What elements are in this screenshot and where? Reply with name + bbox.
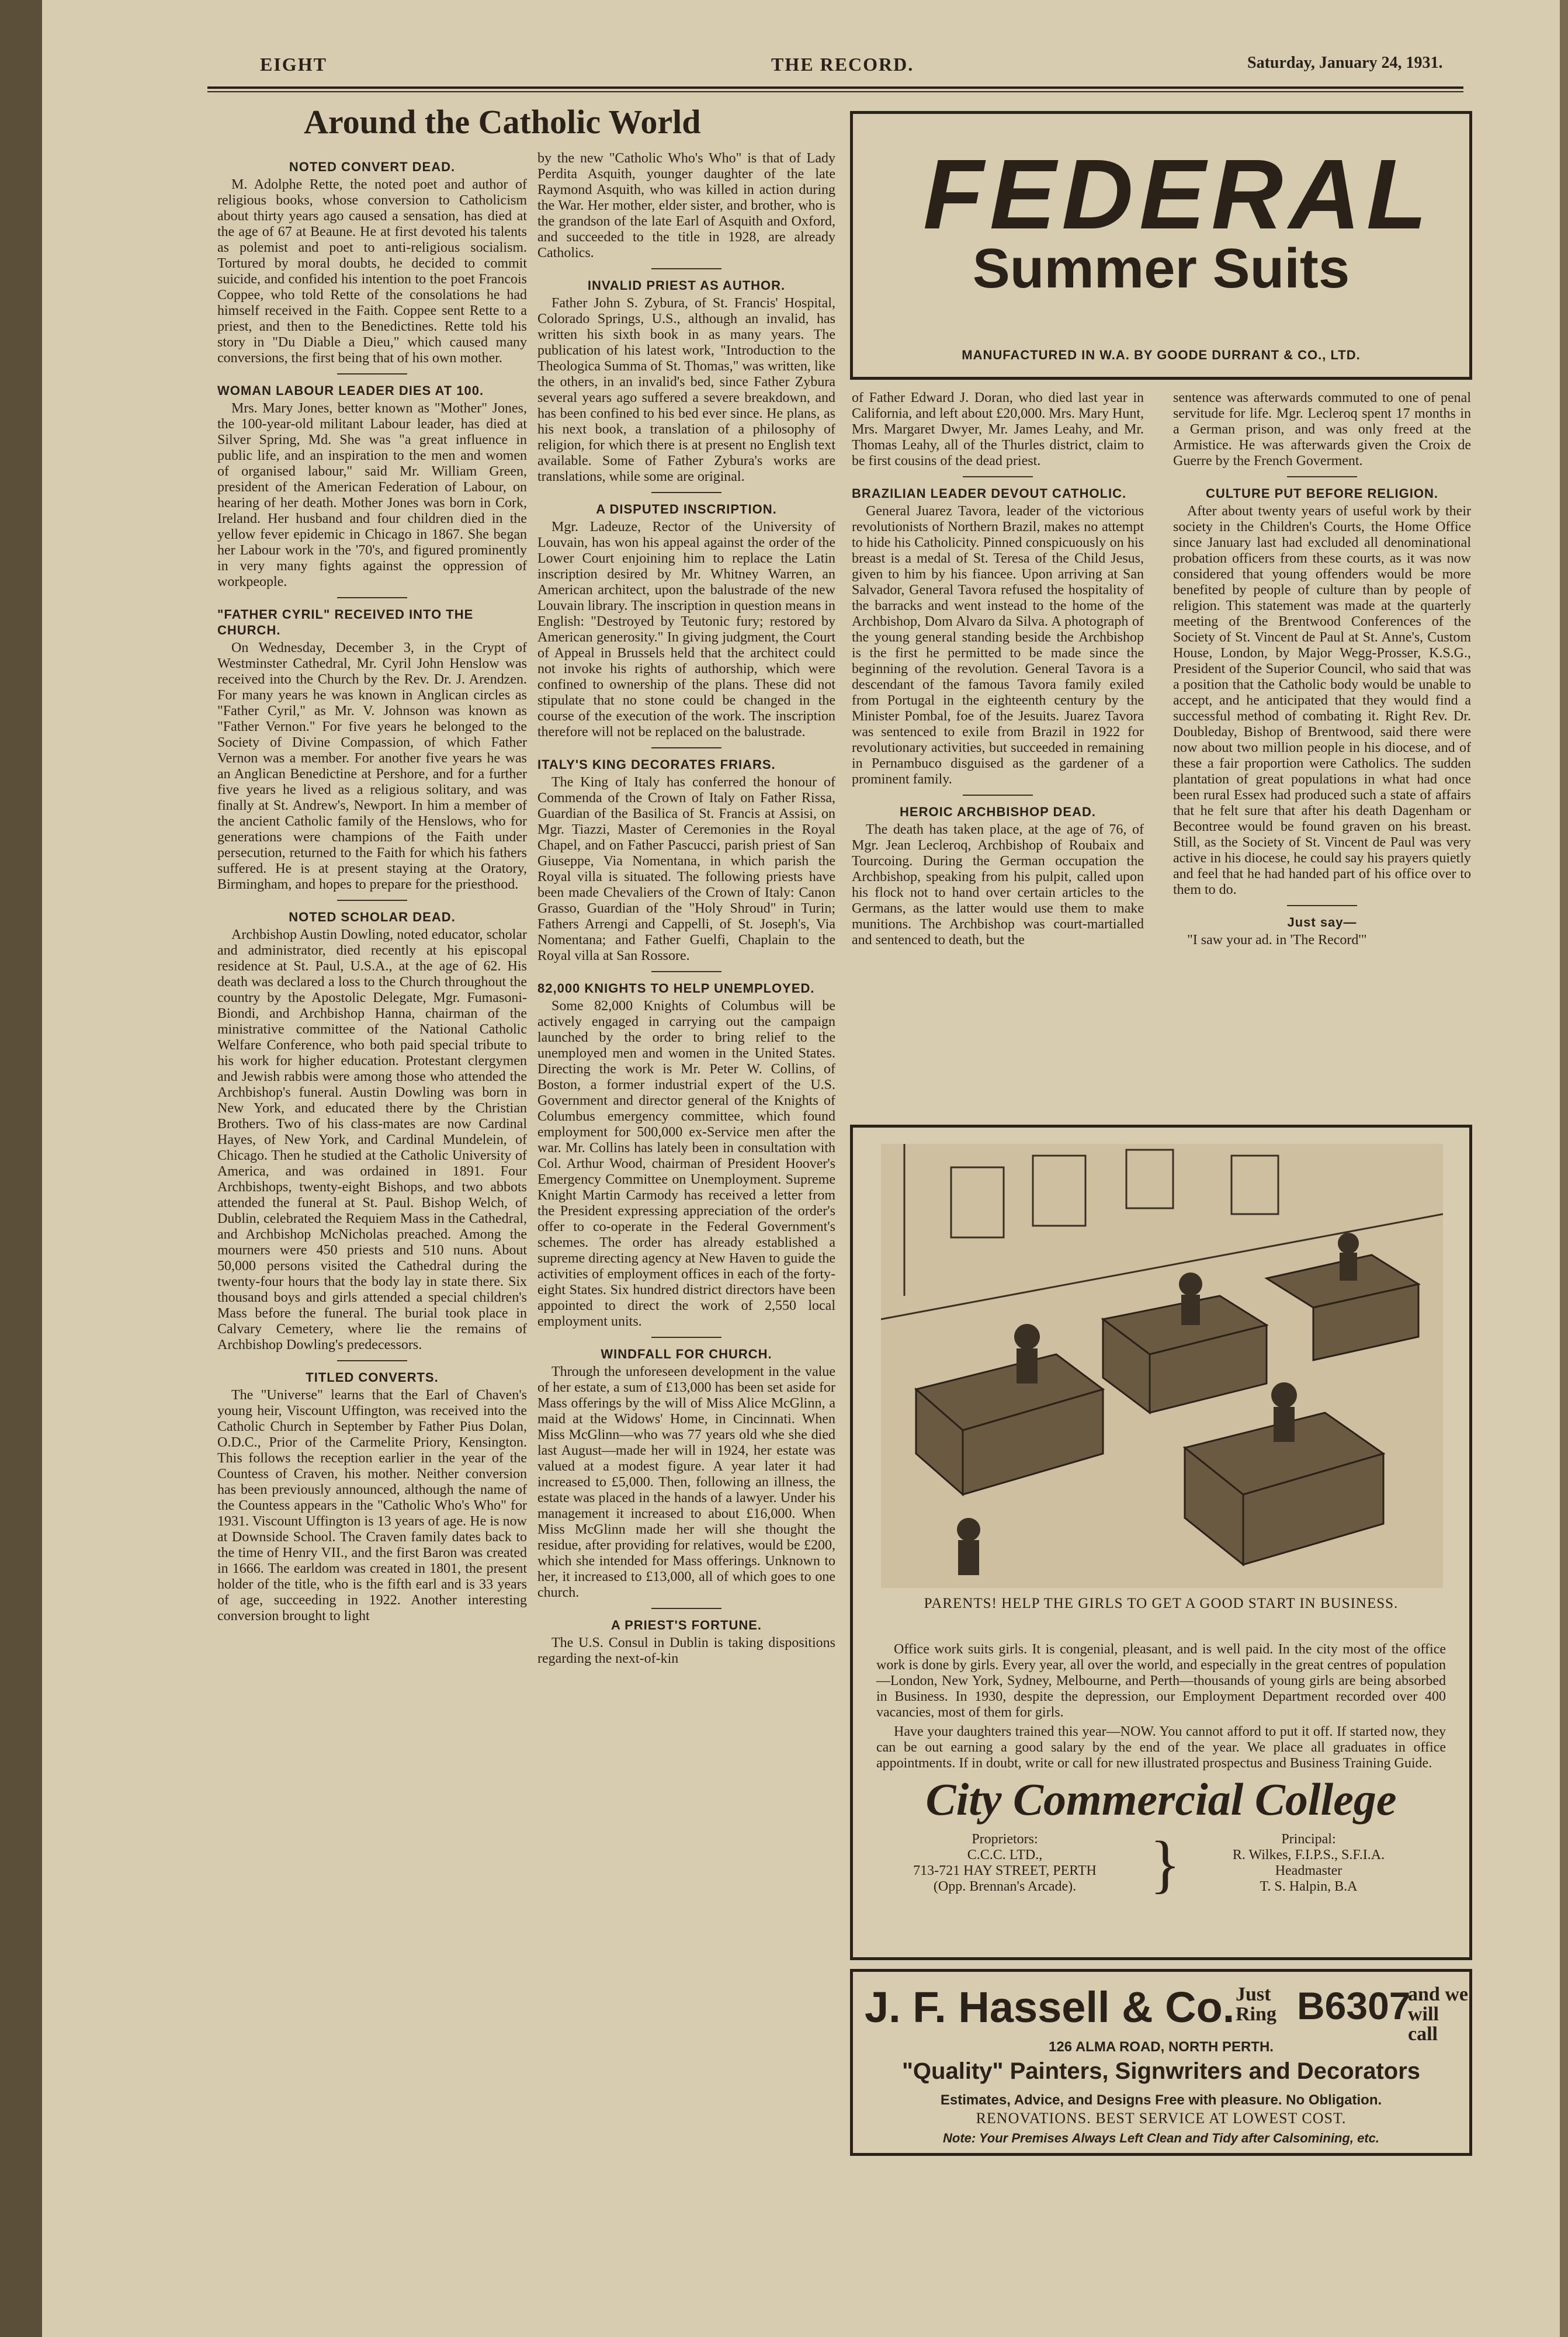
- article-headline: "FATHER CYRIL" RECEIVED INTO THE CHURCH.: [217, 607, 474, 637]
- article-text: Some 82,000 Knights of Columbus will be actively engaged in carrying out the campaign launched by the order to bring relief to the unemployed men and women in the United States. Directing the work is Mr. Peter W. Collins, of Boston, a former industrial expert of the U.S. Government and director general of the Knights of Columbus emergency committee, which found employment for 500,000 ex-Service men after the war. Mr. Collins has lately been in consultation with Col. Arthur Wood, chairman of President Hoover's Emergency Committee on Unemployment. Supreme Knight Martin Carmody has received a letter from the President expressing appreciation of the order's offer to co-operate in the Federal Government's schemes. The order has already established a supreme directing agency at New Haven to guide the activities of employment offices in each of the forty-eight States. Six hundred district directors have been appointed to direct the work of 2,550 local employment units.: [537, 998, 835, 1329]
- article-headline: ITALY'S KING DECORATES FRIARS.: [537, 757, 776, 772]
- article-separator: [1287, 905, 1357, 906]
- hassell-phone: B6307: [1297, 1984, 1411, 2027]
- hassell-note: Note: Your Premises Always Left Clean and Tidy after Calsomining, etc.: [943, 2131, 1379, 2145]
- article-headline: TITLED CONVERTS.: [306, 1370, 439, 1385]
- article-text: M. Adolphe Rette, the noted poet and author of religious books, whose conversion to Catholicism about thirty years ago caused a sensation, has died at the age of 67 at Beaune. He at first devoted his talents as polemist and poet to anti-religious socialism. Tortured by moral doubts, he decided to commit suicide, and confided his intention to the poet Francois Coppee, who told Rette of the consolations he had himself received in the Faith. Coppee sent Rette to a priest, and then to the Benedictines. Rette told his story in "Du Diable a Dieu," which caused many conversions, the first being that of his own mother.: [217, 177, 527, 366]
- city-commercial-college-advertisement: [850, 1125, 1472, 1960]
- article-text: The King of Italy has conferred the honour of Commenda of the Crown of Italy on Father Rissa, Guardian of the Basilica of St. Francis at Assisi, on Mgr. Tiazzi, Master of Ceremonies in the Royal Chapel, and on Father Pascucci, parish priest of San Giuseppe, Via Nomentana, in which parish the Royal villa is situated. The following priests have been made Chevaliers of the Crown of Italy: Canon Grasso, Guardian of the "Holy Shroud" in Turin; Fathers Arrengi and Cappelli, of St. Joseph's, Via Nomentana; and Father Guelfi, Chaplain to the Royal villa at San Rossore.: [537, 775, 835, 963]
- hassell-name: J. F. Hassell & Co.: [865, 1983, 1235, 2031]
- article-text: On Wednesday, December 3, in the Crypt of Westminster Cathedral, Mr. Cyril John Henslow was received into the Church by the Rev. Dr. J. Arendzen. For many years he was known in Anglican circles as "Father Cyril," as Mr. V. Johnson was known as "Father Vernon." For five years he belonged to the Society of Divine Compassion, of which Father Vernon was a member. For another five years he was an Anglican Benedictine at Pershore, and for a further five years he lived as a religious solitary, and was finally at St. Andrew's, Newport. In him a member of the ancient Catholic family of the Henslows, who for generations were champions of the Faith under persecution, returned to the Faith for which his fathers suffered. He is at present staying at the Oratory, Birmingham, and hopes to prepare for the priesthood.: [217, 640, 527, 892]
- college-proprietors: [888, 1832, 1122, 1895]
- college-body-paragraph: Have your daughters trained this year—NOW. You cannot afford to put it off. If started now, they can be out earning a good salary by the end of the year. We place all graduates in office appointments. If in doubt, write or call for new illustrated prospectus and Business Training Guide.: [876, 1724, 1446, 1771]
- column-4: [1173, 390, 1471, 1121]
- masthead-rule-thin: [207, 91, 1463, 92]
- article-separator: [1287, 476, 1357, 477]
- column-1: [217, 151, 527, 2155]
- article-text: Mrs. Mary Jones, better known as "Mother" Jones, the 100-year-old militant Labour leader, has died at Silver Spring, Md. She was "a great influence in public life, and an inspiration to the men and women of organised labour," said Mr. William Green, president of the American Federation of Labour, on hearing of her death. Mother Jones was born in Cork, Ireland. Her husband and four children died in the yellow fever epidemic in Chicago in 1867. She began her Labour work in the '70's, and figured prominently in very many fights against the oppression of workpeople.: [217, 401, 527, 590]
- column-3: [852, 390, 1144, 1121]
- article-text: General Juarez Tavora, leader of the victorious revolutionists of Northern Brazil, makes no attempt to hide his Catholicity. Pinned conspicuously on his breast is a medal of St. Teresa of the Child Jesus, given to him by his fiancee. Upon arriving at San Salvador, General Tavora refused the hospitality of the barracks and went instead to the home of the Archbishop, Dom Alvaro da Silva. A photograph of the young general standing beside the Archbishop is the first he permitted to be made since the beginning of the revolution. General Tavora is a descendant of the famous Tavora family exiled from Portugal in the eighteenth century by the Minister Pombal, foe of the Jesuits. Juarez Tavora was sentenced to exile from Brazil in 1922 for revolutionary activities, but succeeded in remaining in Pernambuco disguised as the gardener of a prominent family.: [852, 504, 1144, 787]
- federal-suits-advertisement: [850, 111, 1472, 380]
- section-heading: Around the Catholic World: [304, 103, 701, 141]
- article-text: The death has taken place, at the age of 76, of Mgr. Jean Lecleroq, Archbishop of Roubaix and Tourcoing. During the German occupation the Archbishop, speaking from his pulpit, called upon his flock not to hand over certain articles to the Germans, as the latter would use them to make munitions. The Archbishop was court-martialled and sentenced to death, but the: [852, 822, 1144, 948]
- college-principal: [1180, 1832, 1437, 1895]
- and-we-label: and we: [1408, 1984, 1468, 2005]
- college-address-note: (Opp. Brennan's Arcade).: [933, 1879, 1077, 1894]
- article-headline: BRAZILIAN LEADER DEVOUT CATHOLIC.: [852, 486, 1127, 501]
- college-body: [876, 1642, 1446, 1775]
- federal-subtitle: Summer Suits: [972, 237, 1350, 300]
- article-headline: WINDFALL FOR CHURCH.: [601, 1347, 772, 1361]
- article-separator: [337, 597, 407, 598]
- article-separator: [337, 900, 407, 901]
- college-name: City Commercial College: [925, 1774, 1397, 1825]
- article-headline: NOTED SCHOLAR DEAD.: [289, 910, 456, 924]
- federal-maker: MANUFACTURED IN W.A. BY GOODE DURRANT & CO., LTD.: [962, 348, 1361, 362]
- proprietors: C.C.C. LTD.,: [967, 1847, 1043, 1863]
- federal-brand-logo: FEDERAL: [923, 139, 1433, 250]
- brace-divider: }: [1150, 1828, 1181, 1899]
- hassell-renovations: RENOVATIONS. BEST SERVICE AT LOWEST COST.: [976, 2110, 1347, 2127]
- page-number: EIGHT: [260, 54, 327, 75]
- ring-label: Ring: [1236, 2003, 1276, 2025]
- hassell-estimates: Estimates, Advice, and Designs Free with pleasure. No Obligation.: [940, 2092, 1382, 2108]
- proprietors-label: Proprietors:: [972, 1832, 1038, 1847]
- article-headline: Just say—: [1287, 915, 1357, 930]
- article-text: The U.S. Consul in Dublin is taking dispositions regarding the next-of-kin: [537, 1635, 835, 1666]
- office-illustration: [881, 1144, 1443, 1588]
- article-headline: HEROIC ARCHBISHOP DEAD.: [900, 805, 1096, 819]
- article-text: Father John S. Zybura, of St. Francis' Hospital, Colorado Springs, U.S., although an invalid, has written his sixth book in as many years. The publication of his latest work, "Introduction to the Theologica Summa of St. Thomas," was written, like the others, in an invalid's bed, since Father Zybura several years ago suffered a severe breakdown, and has been confined to his bed ever since. He plans, as his next book, a translation of a philosophy of religion, for which there is at present no English text available. Some of Father Zybura's works are translations, while some are original.: [537, 296, 835, 484]
- article-headline: NOTED CONVERT DEAD.: [289, 160, 456, 174]
- article-text: After about twenty years of useful work by their society in the Children's Courts, the Home Office since January last had excluded all denominational probation officers from these courts, as it was now considered that young offenders would be more benefited by people of culture than by people of religion. This statement was made at the quarterly meeting of the Brentwood Conferences of the Society of St. Vincent de Paul at St. Anne's, Custom House, London, by Major Wegg-Prosser, K.S.G., President of the Superior Council, who said that was a position that the Catholic body would be unable to accept, and he anticipated that they would find a successful method of combating it. Right Rev. Dr. Doubleday, Bishop of Brentwood, said there were now about two million people in his diocese, and of these a fair proportion were Catholics. The sudden plantation of great populations in what had once been rural Essex had produced such a state of affairs that he felt sure that after his death Dagenham or Becontree would be found graven on his breast. Still, as the Society of St. Vincent de Paul was very active in his diocese, he could say his prayers quietly and feel that he had handed part of his office over to them to do.: [1173, 504, 1471, 897]
- college-address: 713-721 HAY STREET, PERTH: [913, 1863, 1097, 1878]
- principal: R. Wilkes, F.I.P.S., S.F.I.A.: [1232, 1847, 1385, 1863]
- article-text: of Father Edward J. Doran, who died last year in California, and left about £20,000. Mrs. Mary Hunt, Mrs. Margaret Dwyer, Mr. James Leahy, and Mr. Thomas Leahy, all of the Thurles district, claim to be first cousins of the dead priest.: [852, 390, 1144, 469]
- article-separator: [963, 795, 1033, 796]
- headmaster: T. S. Halpin, B.A: [1260, 1879, 1358, 1894]
- article-headline: WOMAN LABOUR LEADER DIES AT 100.: [217, 383, 484, 398]
- article-headline: 82,000 KNIGHTS TO HELP UNEMPLOYED.: [537, 981, 815, 996]
- page-binding-margin: [0, 0, 42, 2337]
- hassell-address: 126 ALMA ROAD, NORTH PERTH.: [1049, 2039, 1274, 2055]
- college-headline: PARENTS! HELP THE GIRLS TO GET A GOOD START IN BUSINESS.: [924, 1596, 1399, 1611]
- article-headline: A DISPUTED INSCRIPTION.: [596, 502, 777, 516]
- article-separator: [651, 1337, 721, 1338]
- column-2: [537, 151, 835, 2155]
- we-will-call-label: [1408, 1985, 1469, 2044]
- hassell-tagline: "Quality" Painters, Signwriters and Decorators: [901, 2058, 1421, 2084]
- just-label: Just: [1236, 1984, 1271, 2005]
- masthead-date: Saturday, January 24, 1931.: [1247, 54, 1443, 72]
- article-text: The "Universe" learns that the Earl of Chaven's young heir, Viscount Uffington, was received into the Catholic Church in September by Father Pius Dolan, O.D.C., Prior of the Carmelite Priory, Kensington. This follows the reception earlier in the year of the Countess of Craven, his mother. Neither conversion has been previously announced, although the name of the Countess appears in the "Catholic Who's Who" for 1931. Viscount Uffington is 13 years of age. He is now at Downside School. The Craven family dates back to the time of Henry VII., and the first Baron was created in 1666. The earldom was created in 1801, the present holder of the title, who is the fifth earl and is 33 years of age, succeeding in 1922. Another interesting conversion brought to light: [217, 1388, 527, 1624]
- article-separator: [651, 1608, 721, 1609]
- hassell-painters-advertisement: [850, 1969, 1472, 2156]
- article-separator: [963, 476, 1033, 477]
- masthead-title: THE RECORD.: [771, 54, 914, 75]
- article-headline: INVALID PRIEST AS AUTHOR.: [587, 278, 786, 293]
- article-text: Mgr. Ladeuze, Rector of the University of Louvain, has won his appeal against the order of the Lower Court enjoining him to replace the Latin inscription desired by Mr. Whitney Warren, an American architect, upon the balustrade of the new Louvain library. The inscription in question means in English: "Destroyed by Teutonic fury; restored by American generosity." In giving judgment, the Court of Appeal in Brussels held that the architect could not invoke his rights of authorship, which were confined to ownership of the plans. These did not stipulate that no stone could be changed in the course of the execution of the work. The inscription therefore will not be replaced on the balustrade.: [537, 519, 835, 740]
- masthead-rule: [207, 86, 1463, 89]
- article-separator: [337, 373, 407, 375]
- college-body-paragraph: Office work suits girls. It is congenial, pleasant, and is well paid. In the city most of the office work is done by girls. Every year, all over the world, and especially in the great centres of population—London, New York, Sydney, Melbourne, and Perth—thousands of young girls are being absorbed in Business. In 1930, despite the depression, our Employment Department recorded over 400 vacancies, most of them for girls.: [876, 1642, 1446, 1720]
- article-separator: [337, 1360, 407, 1361]
- article-text: "I saw your ad. in 'The Record'": [1187, 932, 1367, 948]
- just-ring-label: [1236, 1985, 1276, 2024]
- article-text: by the new "Catholic Who's Who" is that of Lady Perdita Asquith, younger daughter of the late Raymond Asquith, who was killed in action during the War. Her mother, elder sister, and brother, who is the grandson of the late Earl of Asquith and Oxford, and succeeded to the title in 1928, are already Catholics.: [537, 151, 835, 261]
- article-headline: A PRIEST'S FORTUNE.: [610, 1618, 762, 1632]
- article-text: Archbishop Austin Dowling, noted educator, scholar and administrator, died recently at his episcopal residence at St. Paul, U.S.A., at the age of 62. His death was declared a loss to the Church throughout the country by the Apostolic Delegate, Mgr. Fumasoni-Biondi, and Archbishop Hanna, chairman of the ministrative committee of the National Catholic Welfare Conference, who both paid special tribute to his work for higher education. Protestant clergymen and Jewish rabbis were among those who attended the Archbishop's funeral. Austin Dowling was born in New York, and educated there by the Christian Brothers. Two of his class-mates are now Cardinal Hayes, of New York, and Cardinal Mundelein, of Chicago. Then he studied at the Catholic University of America, and was ordained in 1891. Four Archbishops, twenty-eight Bishops, and two abbots attended the funeral at St. Paul. Bishop Welch, of Dublin, celebrated the Requiem Mass in the Cathedral, and Archbishop McNicholas preached. Among the mourners were 450 priests and 510 nuns. About 50,000 persons visited the Cathedral during the twenty-four hours that the body lay in state there. Six thousand boys and girls attended a special children's Mass before the funeral. The burial took place in Calvary Cemetery, where lie the remains of Archbishop Dowling's predecessors.: [217, 927, 527, 1353]
- article-separator: [651, 492, 721, 493]
- article-text: Through the unforeseen development in the value of her estate, a sum of £13,000 has been set aside for Mass offerings by the will of Miss Alice McGlinn, a maid at the Widows' Home, in Cincinnati. When Miss McGlinn—who was 77 years old whe she died last August—made her will in 1924, her estate was valued at a modest figure. A year later it had increased to £5,000. Then, following an illness, the estate was placed in the hands of a lawyer. Under his management it increased to about £16,000. When Miss McGlinn made her will she thought the residue, after providing for relatives, would be £200, which she intended for Mass offerings. Unknown to her, it increased to £13,000, all of which goes to one church.: [537, 1364, 835, 1600]
- will-call-label: will call: [1408, 2003, 1439, 2045]
- article-separator: [651, 971, 721, 972]
- article-separator: [651, 268, 721, 269]
- article-text: sentence was afterwards commuted to one of penal servitude for life. Mgr. Lecleroq spent 17 months in a German prison, and was only freed at the Armistice. He was afterwards given the Croix de Guerre by the French Goverment.: [1173, 390, 1471, 469]
- article-headline: CULTURE PUT BEFORE RELIGION.: [1206, 486, 1438, 501]
- article-separator: [651, 747, 721, 748]
- headmaster-label: Headmaster: [1275, 1863, 1342, 1878]
- principal-label: Principal:: [1281, 1832, 1336, 1847]
